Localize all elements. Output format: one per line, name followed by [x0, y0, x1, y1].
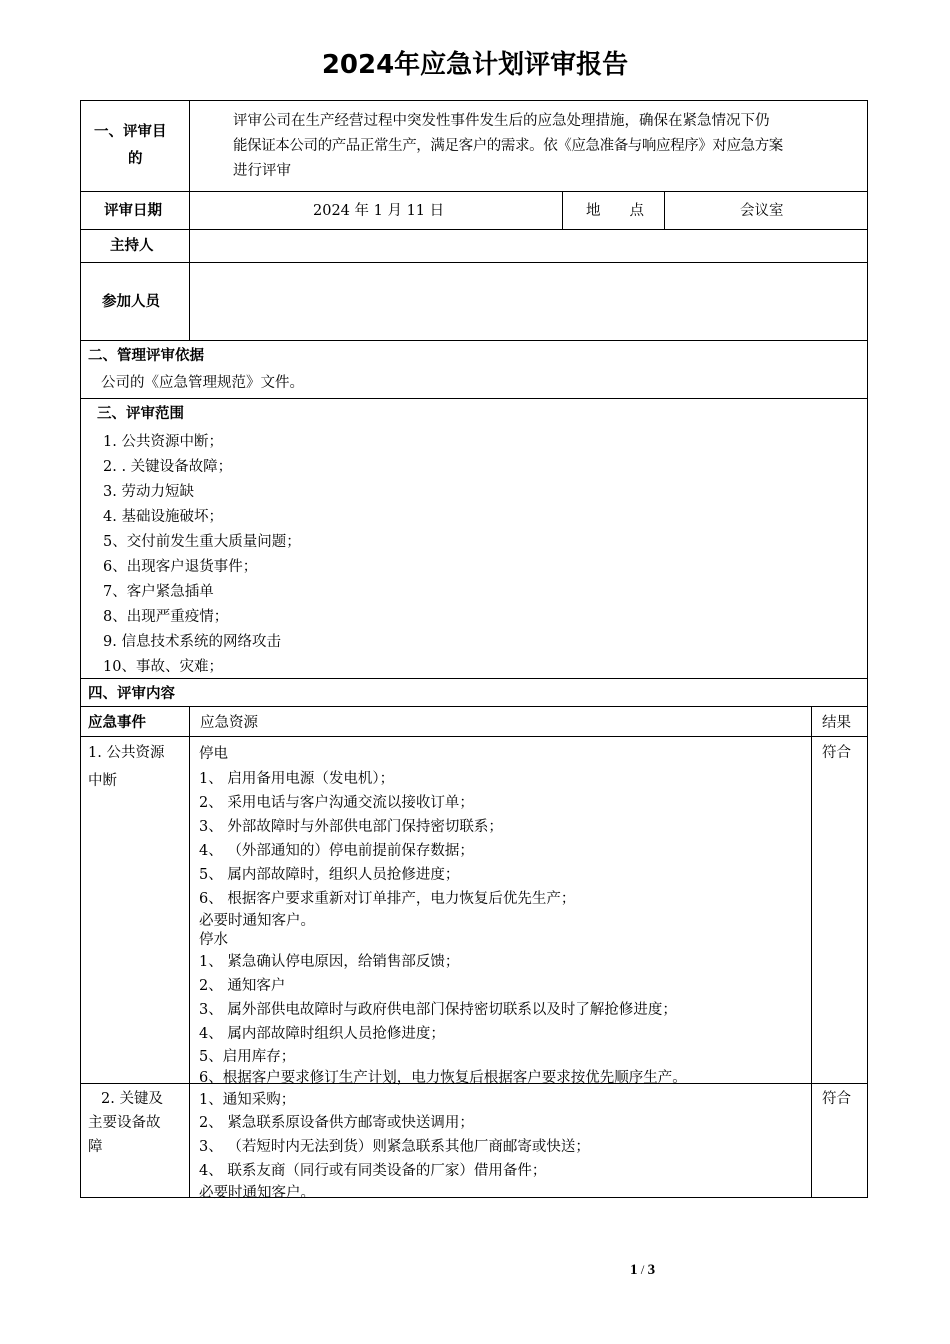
row-divider	[80, 706, 868, 707]
review-date-label: 评审日期	[104, 203, 162, 219]
resource-line: 停水	[199, 932, 228, 948]
row-divider	[80, 340, 868, 341]
location-value: 会议室	[740, 203, 784, 219]
page-number: 1 / 3	[630, 1262, 656, 1278]
purpose-label-cont: 的	[128, 151, 143, 167]
purpose-text: 能保证本公司的产品正常生产，满足客户的需求。依《应急准备与响应程序》对应急方案	[233, 138, 783, 154]
resource-line: 必要时通知客户。	[199, 1185, 315, 1201]
row-divider	[80, 398, 868, 399]
event-name: 2. 关键及	[101, 1091, 163, 1107]
resource-line: 5、启用库存；	[199, 1049, 296, 1065]
result-value: 符合	[822, 745, 851, 761]
resource-line: 2、 紧急联系原设备供方邮寄或快送调用；	[199, 1115, 474, 1131]
scope-item: 7、客户紧急插单	[103, 584, 214, 600]
resource-line: 6、根据客户要求修订生产计划，电力恢复后根据客户要求按优先顺序生产。	[199, 1070, 687, 1086]
row-divider	[80, 262, 868, 263]
scope-item: 1. 公共资源中断；	[103, 434, 223, 450]
resource-line: 4、 属内部故障时组织人员抢修进度；	[199, 1026, 445, 1042]
scope-heading: 三、评审范围	[97, 406, 184, 422]
col-header-event: 应急事件	[88, 715, 146, 731]
resource-line: 2、 采用电话与客户沟通交流以接收订单；	[199, 795, 474, 811]
col-divider	[811, 706, 812, 1198]
row-divider	[80, 678, 868, 679]
scope-item: 10、事故、灾难；	[103, 659, 223, 675]
document-title: 2024年应急计划评审报告	[321, 50, 629, 80]
resource-line: 3、 属外部供电故障时与政府供电部门保持密切联系以及时了解抢修进度；	[199, 1002, 677, 1018]
purpose-text: 进行评审	[233, 163, 291, 179]
col-header-resource: 应急资源	[200, 715, 258, 731]
resource-line: 5、 属内部故障时，组织人员抢修进度；	[199, 867, 460, 883]
resource-line: 3、 （若短时内无法到货）则紧急联系其他厂商邮寄或快送；	[199, 1139, 590, 1155]
resource-line: 6、 根据客户要求重新对订单排产，电力恢复后优先生产；	[199, 891, 576, 907]
scope-item: 4. 基础设施破坏；	[103, 509, 223, 525]
purpose-label: 一、评审目	[94, 124, 167, 140]
basis-text: 公司的《应急管理规范》文件。	[101, 375, 304, 391]
scope-item: 3. 劳动力短缺	[103, 484, 194, 500]
participants-label: 参加人员	[102, 294, 160, 310]
event-name: 主要设备故	[88, 1115, 161, 1131]
scope-item: 5、交付前发生重大质量问题；	[103, 534, 301, 550]
current-page: 1	[630, 1262, 638, 1278]
scope-item: 9. 信息技术系统的网络攻击	[103, 634, 281, 650]
resource-line: 必要时通知客户。	[199, 913, 315, 929]
resource-line: 1、通知采购；	[199, 1092, 296, 1108]
col-divider	[664, 191, 665, 229]
purpose-text: 评审公司在生产经营过程中突发性事件发生后的应急处理措施，确保在紧急情况下仍	[233, 113, 770, 129]
row-divider	[80, 229, 868, 230]
scope-item: 8、出现严重疫情；	[103, 609, 229, 625]
col-divider	[562, 191, 563, 229]
resource-line: 3、 外部故障时与外部供电部门保持密切联系；	[199, 819, 503, 835]
review-date-value: 2024 年 1 月 11 日	[313, 203, 445, 219]
row-divider	[80, 191, 868, 192]
total-pages: 3	[647, 1262, 656, 1278]
content-heading: 四、评审内容	[88, 686, 175, 702]
event-name: 中断	[88, 773, 117, 789]
scope-item: 2. . 关键设备故障；	[103, 459, 233, 475]
col-header-result: 结果	[822, 715, 851, 731]
col-divider	[189, 100, 190, 340]
resource-line: 停电	[199, 746, 228, 762]
resource-line: 4、 联系友商（同行或有同类设备的厂家）借用备件；	[199, 1163, 547, 1179]
event-name: 1. 公共资源	[88, 745, 165, 761]
location-label: 地 点	[586, 203, 644, 219]
event-name: 障	[88, 1139, 103, 1155]
result-value: 符合	[822, 1091, 851, 1107]
host-label: 主持人	[110, 238, 154, 254]
resource-line: 1、 启用备用电源（发电机）；	[199, 771, 395, 787]
resource-line: 4、 （外部通知的）停电前提前保存数据；	[199, 843, 474, 859]
row-divider	[80, 736, 868, 737]
basis-heading: 二、管理评审依据	[88, 348, 204, 364]
resource-line: 1、 紧急确认停电原因，给销售部反馈；	[199, 954, 460, 970]
scope-item: 6、出现客户退货事件；	[103, 559, 258, 575]
resource-line: 2、 通知客户	[199, 978, 286, 994]
col-divider	[189, 706, 190, 1198]
